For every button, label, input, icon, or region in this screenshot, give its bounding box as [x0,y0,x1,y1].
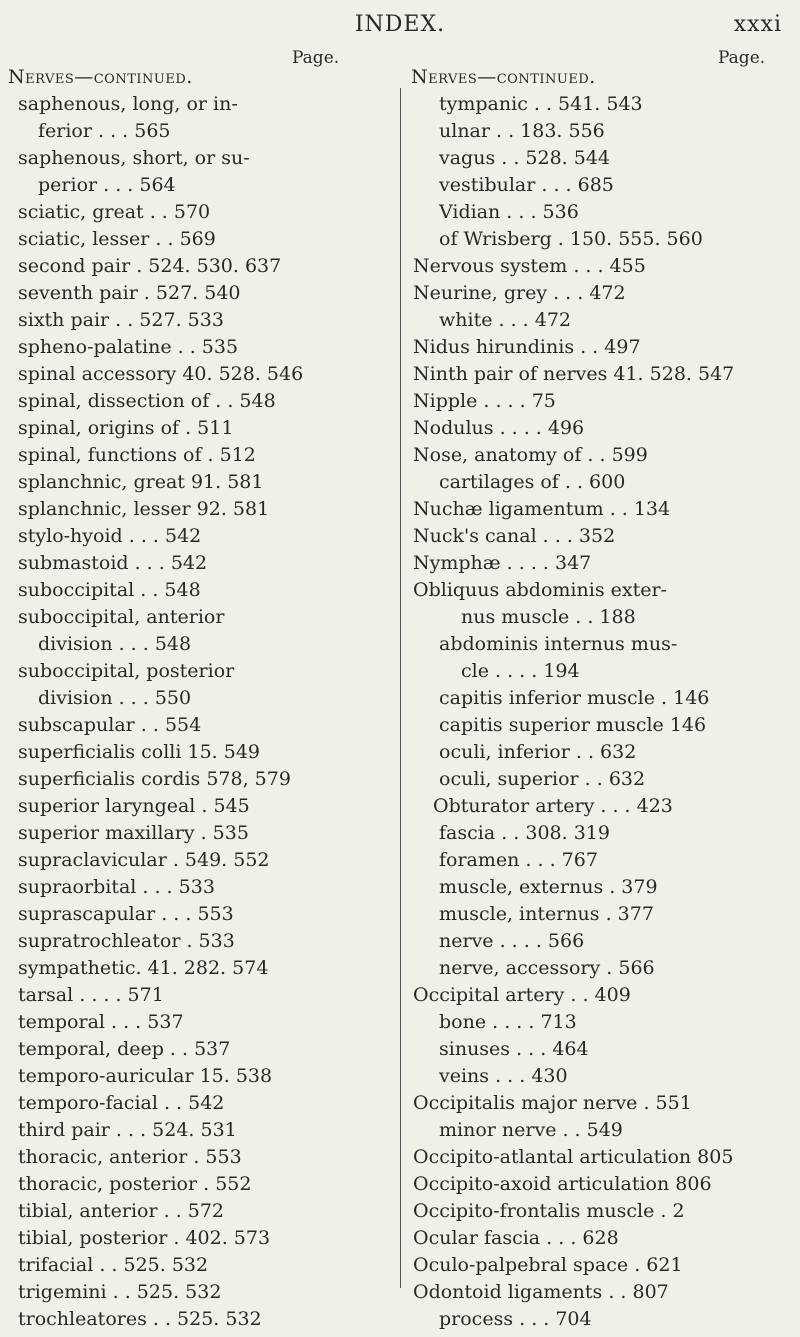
index-entry [411,766,781,793]
index-entry [411,1144,781,1171]
index-entry [8,1198,393,1225]
index-entry [411,1009,781,1036]
index-entry-text: temporal . . . 537 [18,1011,184,1033]
index-entry-text: Nose, anatomy of . . 599 [413,444,648,466]
index-entry-text: temporal, deep . . 537 [18,1038,231,1060]
page-number: xxxi [733,12,782,37]
index-entry-text: Occipital artery . . 409 [413,984,631,1006]
index-entry-text: of Wrisberg . 150. 555. 560 [439,228,703,250]
index-entry [8,1117,393,1144]
index-entry [411,577,781,604]
index-entry [411,874,781,901]
index-entry [411,658,781,685]
index-entry-text: spinal, dissection of . . 548 [18,390,276,412]
index-entry-text: Occipito-frontalis muscle . 2 [413,1200,685,1222]
index-entry-text: nerve, accessory . 566 [439,957,655,979]
left-entry-list [8,91,393,1333]
index-entry-text: fascia . . 308. 319 [439,822,610,844]
index-entry-text: ulnar . . 183. 556 [439,120,605,142]
index-entry-text: tympanic . . 541. 543 [439,93,643,115]
index-entry-text: muscle, externus . 379 [439,876,658,898]
right-column [411,64,781,1333]
index-entry-text: spinal accessory 40. 528. 546 [18,363,304,385]
left-column-heading: Nerves—continued. [8,66,193,88]
index-entry [411,280,781,307]
index-entry [411,172,781,199]
index-entry [8,226,393,253]
index-entry [8,172,393,199]
index-entry [8,1009,393,1036]
index-entry [411,793,781,820]
index-entry [8,253,393,280]
index-entry [8,955,393,982]
index-entry-text: Oculo-palpebral space . 621 [413,1254,683,1276]
index-entry [411,631,781,658]
index-entry [8,523,393,550]
index-entry-text: sinuses . . . 464 [439,1038,589,1060]
index-entry-text: Neurine, grey . . . 472 [413,282,626,304]
index-entry-text: saphenous, short, or su- [18,147,250,169]
index-entry [8,1036,393,1063]
index-entry-text: trochleatores . . 525. 532 [18,1308,262,1330]
index-entry [8,91,393,118]
index-entry [8,469,393,496]
index-entry [8,1279,393,1306]
index-entry-text: division . . . 548 [38,633,192,655]
index-entry [411,1306,781,1333]
index-entry-text: splanchnic, great 91. 581 [18,471,264,493]
index-entry-text: suboccipital, posterior [18,660,235,682]
index-entry [8,739,393,766]
index-entry-text: superior maxillary . 535 [18,822,249,844]
right-entry-list [411,91,781,1333]
index-entry [411,955,781,982]
index-entry [8,712,393,739]
left-page-label: Page. [292,48,340,68]
index-entry [8,199,393,226]
index-entry-text: superficialis cordis 578, 579 [18,768,291,790]
index-entry [411,415,781,442]
index-entry-text: vagus . . 528. 544 [439,147,611,169]
index-entry-text: veins . . . 430 [439,1065,568,1087]
index-entry [8,280,393,307]
index-entry [411,253,781,280]
index-entry-text: nerve . . . . 566 [439,930,585,952]
index-entry [411,1279,781,1306]
index-entry [8,604,393,631]
index-entry-text: spinal, origins of . 511 [18,417,234,439]
index-entry [8,1063,393,1090]
index-entry [411,550,781,577]
index-entry [411,145,781,172]
index-entry-text: sciatic, great . . 570 [18,201,211,223]
index-entry [8,334,393,361]
index-entry-text: division . . . 550 [38,687,192,709]
index-entry [411,307,781,334]
index-entry [411,1225,781,1252]
index-entry-text: second pair . 524. 530. 637 [18,255,282,277]
index-entry-text: spheno-palatine . . 535 [18,336,239,358]
index-entry [8,118,393,145]
index-entry [8,847,393,874]
index-entry-text: oculi, superior . . 632 [439,768,646,790]
index-entry [8,307,393,334]
index-entry [411,1090,781,1117]
index-entry-text: tibial, posterior . 402. 573 [18,1227,271,1249]
index-entry-text: Obliquus abdominis exter- [413,579,667,601]
index-entry [8,658,393,685]
index-entry-text: perior . . . 564 [38,174,176,196]
index-entry-text: muscle, internus . 377 [439,903,654,925]
index-entry [411,1063,781,1090]
index-entry [411,523,781,550]
index-entry-text: sciatic, lesser . . 569 [18,228,216,250]
index-entry [8,1144,393,1171]
index-entry-text: subscapular . . 554 [18,714,202,736]
index-entry [8,1171,393,1198]
index-entry [411,469,781,496]
index-entry [411,1117,781,1144]
index-entry-text: abdominis internus mus- [439,633,678,655]
index-entry-text: vestibular . . . 685 [439,174,614,196]
index-entry [8,820,393,847]
index-entry-text: thoracic, anterior . 553 [18,1146,242,1168]
index-entry-text: Nipple . . . . 75 [413,390,556,412]
index-entry [8,415,393,442]
index-entry [411,901,781,928]
index-entry-text: foramen . . . 767 [439,849,598,871]
index-entry-text: Nidus hirundinis . . 497 [413,336,641,358]
index-entry [411,118,781,145]
index-entry [8,1252,393,1279]
index-entry [8,874,393,901]
index-entry [411,1252,781,1279]
index-entry-text: Nervous system . . . 455 [413,255,646,277]
index-entry-text: supraclavicular . 549. 552 [18,849,270,871]
index-entry-text: white . . . 472 [439,309,571,331]
index-entry-text: suboccipital . . 548 [18,579,201,601]
index-entry [8,793,393,820]
index-entry-text: superficialis colli 15. 549 [18,741,261,763]
index-entry-text: capitis inferior muscle . 146 [439,687,710,709]
index-entry-text: Occipitalis major nerve . 551 [413,1092,692,1114]
index-entry [411,928,781,955]
index-entry-text: bone . . . . 713 [439,1011,577,1033]
index-entry-text: Occipito-atlantal articulation 805 [413,1146,734,1168]
index-entry-text: suprascapular . . . 553 [18,903,234,925]
index-entry [411,496,781,523]
index-entry-text: Nymphæ . . . . 347 [413,552,592,574]
index-entry-text: splanchnic, lesser 92. 581 [18,498,270,520]
index-entry-text: cartilages of . . 600 [439,471,626,493]
index-entry [411,847,781,874]
index-entry-text: Ninth pair of nerves 41. 528. 547 [413,363,735,385]
index-entry-text: Nodulus . . . . 496 [413,417,585,439]
index-entry [8,388,393,415]
right-column-heading: Nerves—continued. [411,66,596,88]
index-entry [411,1171,781,1198]
index-entry [8,685,393,712]
index-entry-text: Vidian . . . 536 [439,201,579,223]
index-entry-text: tibial, anterior . . 572 [18,1200,225,1222]
index-entry-text: nus muscle . . 188 [461,606,636,628]
index-entry-text: spinal, functions of . 512 [18,444,256,466]
index-entry-text: trigemini . . 525. 532 [18,1281,222,1303]
index-entry [8,1306,393,1333]
index-entry [8,928,393,955]
index-entry [8,496,393,523]
index-entry-text: sixth pair . . 527. 533 [18,309,224,331]
index-entry [411,604,781,631]
index-entry [8,145,393,172]
index-entry-text: Odontoid ligaments . . 807 [413,1281,669,1303]
index-entry [8,982,393,1009]
index-entry-text: minor nerve . . 549 [439,1119,623,1141]
index-entry-text: stylo-hyoid . . . 542 [18,525,202,547]
index-entry-text: oculi, inferior . . 632 [439,741,637,763]
index-entry-text: third pair . . . 524. 531 [18,1119,237,1141]
index-entry [8,442,393,469]
index-entry [8,901,393,928]
index-entry [411,91,781,118]
index-entry [411,388,781,415]
index-entry [411,820,781,847]
index-entry-text: saphenous, long, or in- [18,93,238,115]
index-entry [8,631,393,658]
index-entry-text: sympathetic. 41. 282. 574 [18,957,269,979]
index-entry [411,982,781,1009]
index-entry [8,766,393,793]
index-entry [411,199,781,226]
right-page-label: Page. [718,48,766,68]
index-entry [8,361,393,388]
index-entry-text: temporo-facial . . 542 [18,1092,225,1114]
index-entry [411,361,781,388]
index-entry-text: suboccipital, anterior [18,606,225,628]
index-entry-text: Ocular fascia . . . 628 [413,1227,619,1249]
index-entry [411,712,781,739]
index-entry-text: process . . . 704 [439,1308,592,1330]
index-entry [411,1198,781,1225]
index-entry-text: capitis superior muscle 146 [439,714,707,736]
index-entry [8,1090,393,1117]
index-entry-text: superior laryngeal . 545 [18,795,250,817]
index-entry-text: cle . . . . 194 [461,660,580,682]
index-entry-text: Nuck's canal . . . 352 [413,525,616,547]
index-entry-text: supraorbital . . . 533 [18,876,215,898]
index-entry [411,685,781,712]
index-entry-text: seventh pair . 527. 540 [18,282,241,304]
index-entry [411,334,781,361]
index-entry-text: Nuchæ ligamentum . . 134 [413,498,671,520]
index-entry-text: tarsal . . . . 571 [18,984,164,1006]
page-header-title: INDEX. [354,12,446,37]
index-entry [411,739,781,766]
index-entry-text: supratrochleator . 533 [18,930,235,952]
index-entry [411,226,781,253]
index-entry-text: trifacial . . 525. 532 [18,1254,209,1276]
index-entry-text: ferior . . . 565 [38,120,171,142]
index-entry-text: submastoid . . . 542 [18,552,208,574]
index-entry-text: thoracic, posterior . 552 [18,1173,252,1195]
index-entry [411,442,781,469]
index-entry-text: Obturator artery . . . 423 [433,795,673,817]
column-divider [400,88,401,1288]
index-entry-text: temporo-auricular 15. 538 [18,1065,273,1087]
index-entry [8,550,393,577]
index-entry [8,1225,393,1252]
index-entry-text: Occipito-axoid articulation 806 [413,1173,712,1195]
index-entry [411,1036,781,1063]
left-column [8,64,393,1333]
index-entry [8,577,393,604]
